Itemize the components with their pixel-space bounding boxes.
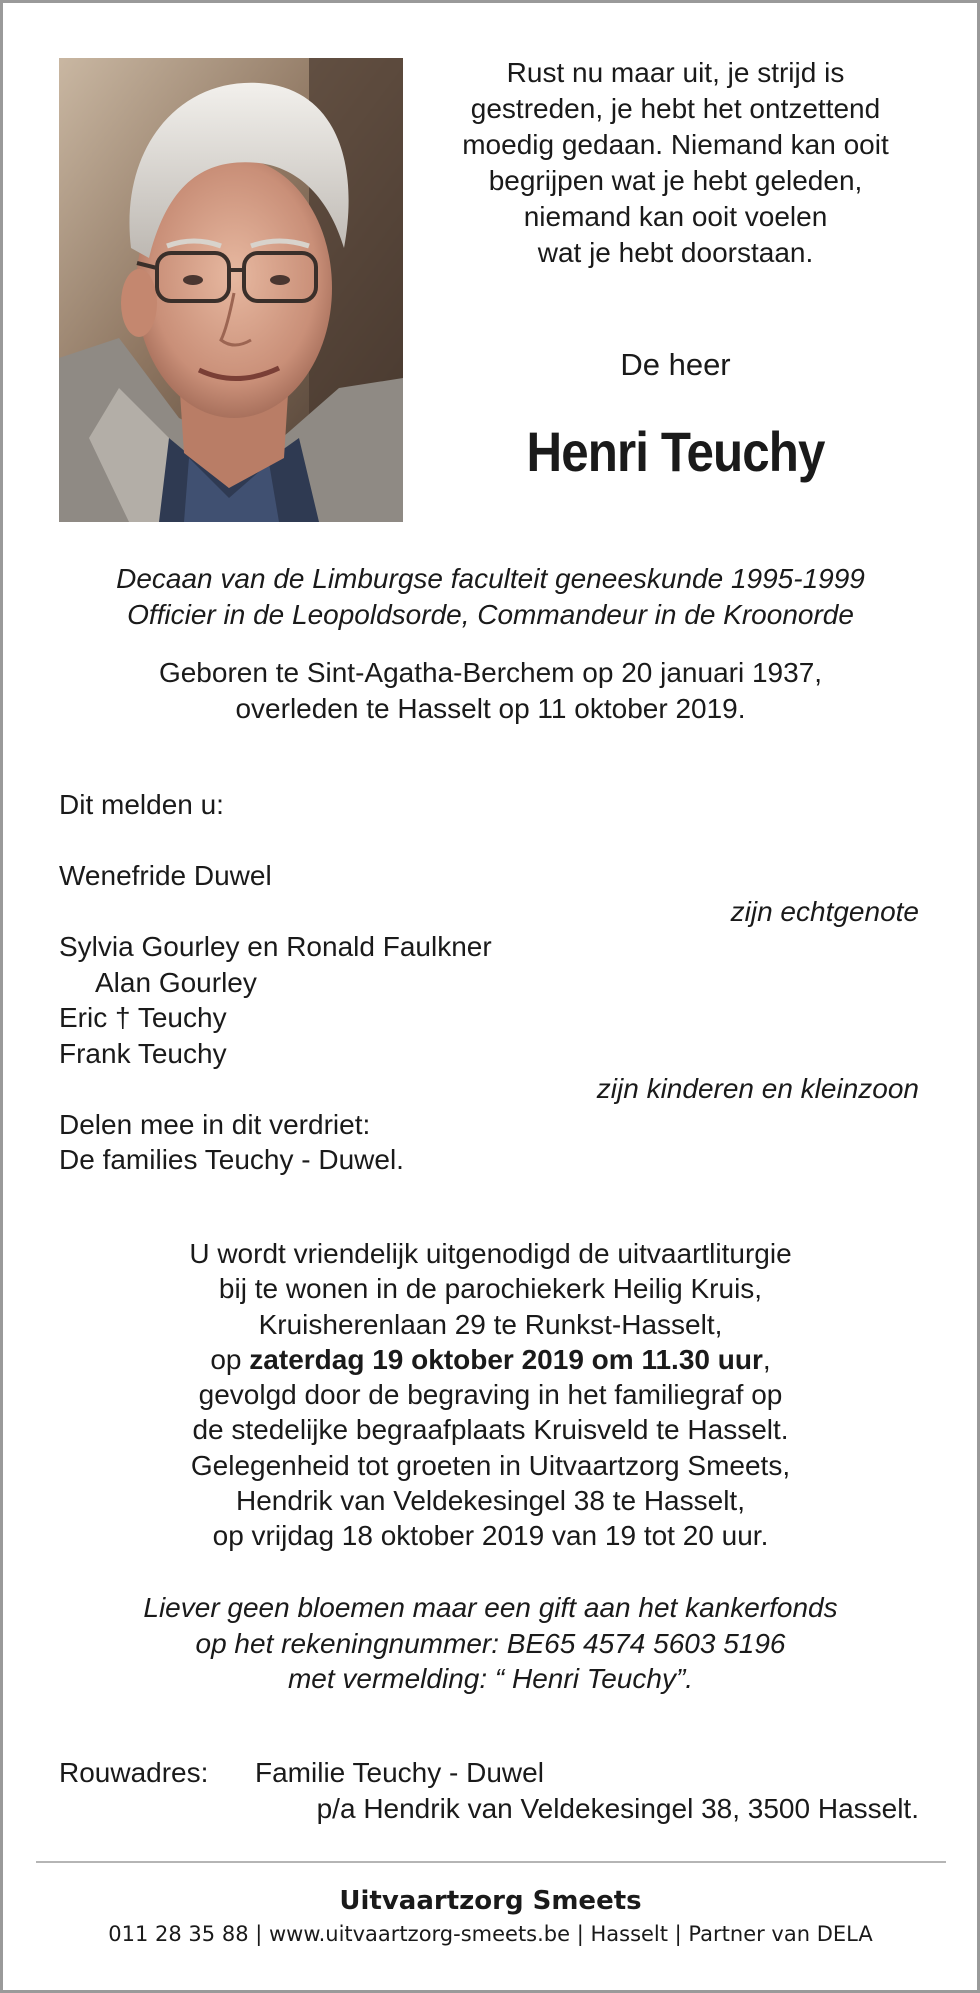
share-intro: Delen mee in dit verdriet:: [59, 1108, 371, 1140]
funeral-invitation: [33, 1236, 948, 1554]
address-line-2: p/a Hendrik van Veldekesingel 38, 3500 Hasselt.: [316, 1793, 919, 1824]
honorary-titles: [33, 561, 948, 633]
families-name: De families Teuchy - Duwel.: [59, 1144, 404, 1175]
life-dates: [33, 655, 948, 727]
footer-divider: [36, 1861, 946, 1863]
poem-line: Rust nu maar uit, je strijd is: [506, 57, 845, 88]
invite-line: gevolgd door de begraving in het familiegraf op: [198, 1379, 783, 1411]
gift-line: met vermelding: “ Henri Teuchy”.: [287, 1663, 694, 1694]
title-line: Decaan van de Limburgse faculteit geneeskunde 1995-1999: [116, 563, 865, 594]
grandchild-name: Alan Gourley: [95, 966, 257, 998]
invite-line: bij te wonen in de parochiekerk Heilig Kruis,: [218, 1273, 763, 1305]
funeral-home-contact: 011 28 35 88 | www.uitvaartzorg-smeets.be | Hasselt | Partner van DELA: [108, 1922, 873, 1946]
family-intro: Dit melden u:: [59, 789, 224, 820]
invite-line: Gelegenheid tot groeten in Uitvaartzorg Smeets,: [190, 1449, 791, 1481]
invite-line: de stedelijke begraafplaats Kruisveld te Hasselt.: [192, 1414, 789, 1446]
invite-line: Hendrik van Veldekesingel 38 te Hasselt,: [236, 1485, 745, 1517]
invite-line: U wordt vriendelijk uitgenodigd de uitvaartliturgie: [189, 1238, 792, 1269]
birth-line: Geboren te Sint-Agatha-Berchem op 20 januari 1937,: [158, 657, 823, 688]
gift-line: op het rekeningnummer: BE65 4574 5603 5196: [195, 1627, 786, 1659]
poem-line: wat je hebt doorstaan.: [537, 237, 814, 268]
child-name: Sylvia Gourley en Ronald Faulkner: [59, 931, 492, 962]
poem: [423, 55, 928, 271]
child-name: Eric † Teuchy: [59, 1002, 227, 1033]
invite-date-suffix: ,: [762, 1343, 771, 1375]
donation-request: [33, 1590, 948, 1697]
portrait-illustration: [59, 58, 403, 522]
invite-date-prefix: op: [210, 1343, 250, 1375]
children-role: zijn kinderen en kleinzoon: [596, 1073, 919, 1104]
family-announcement: [59, 787, 919, 1178]
portrait-photo: [59, 58, 403, 522]
invite-line: op vrijdag 18 oktober 2019 van 19 tot 20 uur.: [212, 1520, 769, 1552]
poem-line: niemand kan ooit voelen: [523, 201, 828, 232]
poem-line: gestreden, je hebt het ontzettend: [470, 93, 881, 124]
address-line-1: Familie Teuchy - Duwel: [255, 1757, 544, 1788]
spacer: [59, 823, 919, 859]
child-name: Frank Teuchy: [59, 1037, 227, 1069]
title-line: Officier in de Leopoldsorde, Commandeur in de Kroonorde: [127, 599, 854, 630]
poem-line: begrijpen wat je hebt geleden,: [488, 165, 863, 196]
deceased-name: Henri Teuchy: [526, 420, 825, 483]
funeral-home-name: Uitvaartzorg Smeets: [339, 1886, 642, 1916]
funeral-datetime: zaterdag 19 oktober 2019 om 11.30 uur: [249, 1343, 763, 1375]
death-line: overleden te Hasselt op 11 oktober 2019.: [235, 693, 746, 724]
invite-date-line: [33, 1342, 948, 1377]
spouse-role: zijn echtgenote: [730, 895, 919, 927]
gift-line: Liever geen bloemen maar een gift aan het kankerfonds: [143, 1592, 838, 1623]
address-label: Rouwadres:: [59, 1757, 209, 1788]
poem-line: moedig gedaan. Niemand kan ooit: [462, 129, 889, 160]
invite-line: Kruisherenlaan 29 te Runkst-Hasselt,: [258, 1308, 723, 1340]
salutation: De heer: [620, 347, 731, 382]
spouse-name: Wenefride Duwel: [59, 860, 272, 891]
